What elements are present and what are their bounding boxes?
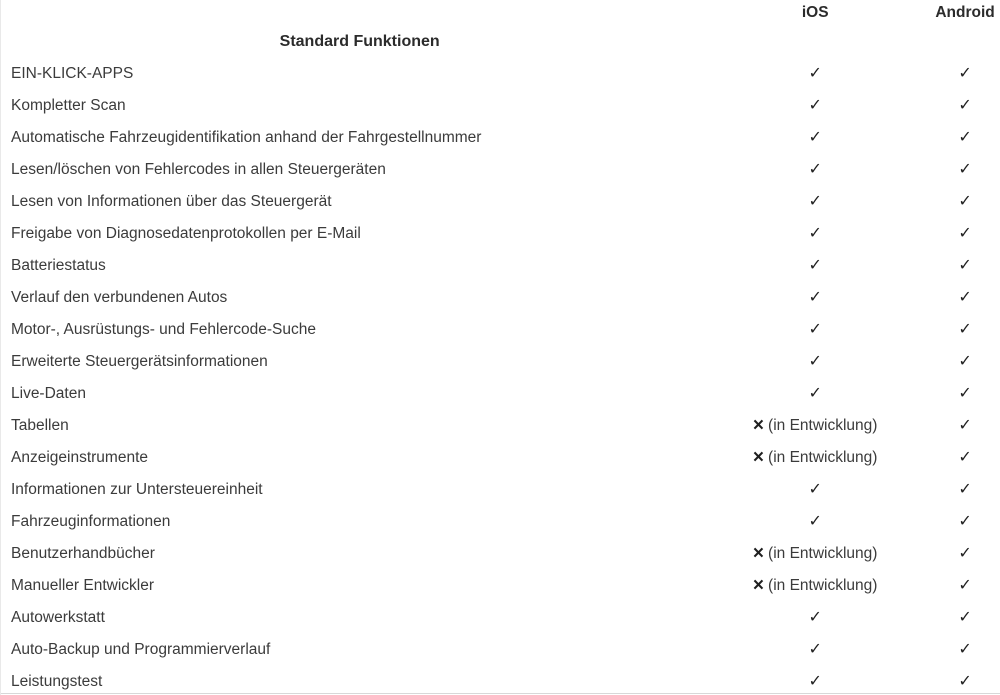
feature-row [1, 218, 1000, 250]
check-icon: ✓ [808, 97, 822, 114]
feature-label: Live-Daten [11, 385, 86, 402]
check-icon: ✓ [808, 641, 822, 658]
check-icon: ✓ [808, 321, 822, 338]
ios-cell [700, 542, 930, 564]
check-icon: ✓ [808, 673, 822, 690]
in-development-label: (in Entwicklung) [768, 577, 878, 594]
ios-cell [700, 642, 930, 658]
check-icon: ✓ [808, 513, 822, 530]
feature-label: Lesen/löschen von Fehlercodes in allen Steuergeräten [11, 161, 386, 178]
ios-cell [700, 66, 930, 82]
check-icon: ✓ [958, 257, 972, 274]
feature-label: Autowerkstatt [11, 609, 105, 626]
ios-cell [700, 98, 930, 114]
feature-label: Manueller Entwickler [11, 577, 154, 594]
android-cell [930, 386, 1000, 402]
check-icon: ✓ [958, 417, 972, 434]
column-header-ios: iOS [801, 4, 829, 21]
column-header-android: Android [935, 4, 995, 21]
feature-label: Erweiterte Steuergerätsinformationen [11, 353, 268, 370]
check-icon: ✓ [958, 577, 972, 594]
feature-label: Leistungstest [11, 673, 103, 690]
check-icon: ✓ [958, 65, 972, 82]
android-cell [930, 258, 1000, 274]
feature-label: Informationen zur Untersteuereinheit [11, 481, 263, 498]
android-cell [930, 514, 1000, 530]
feature-label: Automatische Fahrzeugidentifikation anhand der Fahrgestellnummer [11, 129, 482, 146]
feature-label: Benutzerhandbücher [11, 545, 155, 562]
section-header-row [1, 26, 1000, 58]
feature-row [1, 410, 1000, 442]
android-cell [930, 578, 1000, 594]
check-icon: ✓ [958, 193, 972, 210]
feature-label: Lesen von Informationen über das Steuergerät [11, 193, 332, 210]
in-development-label: (in Entwicklung) [768, 417, 878, 434]
feature-row [1, 506, 1000, 538]
android-cell [930, 66, 1000, 82]
feature-row [1, 570, 1000, 602]
check-icon: ✓ [808, 129, 822, 146]
ios-cell [700, 574, 930, 596]
check-icon: ✓ [958, 161, 972, 178]
feature-label: Verlauf den verbundenen Autos [11, 289, 228, 306]
feature-label: Freigabe von Diagnosedatenprotokollen per E-Mail [11, 225, 361, 242]
android-cell [930, 546, 1000, 562]
cross-icon: × [752, 574, 765, 596]
check-icon: ✓ [808, 257, 822, 274]
feature-row [1, 282, 1000, 314]
ios-cell [700, 514, 930, 530]
ios-cell [700, 610, 930, 626]
check-icon: ✓ [808, 161, 822, 178]
check-icon: ✓ [808, 225, 822, 242]
ios-cell [700, 414, 930, 436]
android-cell [930, 642, 1000, 658]
feature-row [1, 186, 1000, 218]
ios-cell [700, 194, 930, 210]
check-icon: ✓ [808, 481, 822, 498]
feature-row [1, 474, 1000, 506]
table-body [1, 58, 1000, 695]
feature-label: Anzeigeinstrumente [11, 449, 148, 466]
ios-cell [700, 130, 930, 146]
feature-row [1, 602, 1000, 634]
android-cell [930, 322, 1000, 338]
cross-icon: × [752, 542, 765, 564]
android-cell [930, 98, 1000, 114]
android-cell [930, 226, 1000, 242]
feature-row [1, 666, 1000, 695]
feature-row [1, 346, 1000, 378]
feature-row [1, 154, 1000, 186]
android-cell [930, 610, 1000, 626]
check-icon: ✓ [808, 385, 822, 402]
cross-icon: × [752, 414, 765, 436]
check-icon: ✓ [958, 481, 972, 498]
feature-label: Motor-, Ausrüstungs- und Fehlercode-Suche [11, 321, 316, 338]
feature-label: EIN-KLICK-APPS [11, 65, 134, 82]
check-icon: ✓ [808, 193, 822, 210]
check-icon: ✓ [958, 353, 972, 370]
check-icon: ✓ [958, 289, 972, 306]
feature-row [1, 634, 1000, 666]
android-cell [930, 418, 1000, 434]
feature-row [1, 538, 1000, 570]
check-icon: ✓ [958, 321, 972, 338]
check-icon: ✓ [808, 65, 822, 82]
feature-row [1, 378, 1000, 410]
in-development-label: (in Entwicklung) [768, 449, 878, 466]
check-icon: ✓ [958, 385, 972, 402]
feature-row [1, 442, 1000, 474]
android-cell [930, 290, 1000, 306]
ios-cell [700, 226, 930, 242]
ios-cell [700, 162, 930, 178]
android-cell [930, 674, 1000, 690]
check-icon: ✓ [958, 129, 972, 146]
ios-cell [700, 482, 930, 498]
check-icon: ✓ [808, 609, 822, 626]
check-icon: ✓ [808, 353, 822, 370]
check-icon: ✓ [958, 513, 972, 530]
section-title: Standard Funktionen [279, 33, 440, 50]
feature-label: Kompletter Scan [11, 97, 126, 114]
column-header-row [1, 0, 1000, 26]
ios-cell [700, 386, 930, 402]
ios-cell [700, 258, 930, 274]
check-icon: ✓ [958, 609, 972, 626]
feature-row [1, 122, 1000, 154]
feature-label: Batteriestatus [11, 257, 106, 274]
feature-row [1, 58, 1000, 90]
android-cell [930, 450, 1000, 466]
android-cell [930, 130, 1000, 146]
feature-label: Fahrzeuginformationen [11, 513, 171, 530]
feature-row [1, 314, 1000, 346]
ios-cell [700, 354, 930, 370]
android-cell [930, 162, 1000, 178]
android-cell [930, 194, 1000, 210]
ios-cell [700, 322, 930, 338]
android-cell [930, 482, 1000, 498]
feature-row [1, 90, 1000, 122]
check-icon: ✓ [808, 289, 822, 306]
check-icon: ✓ [958, 673, 972, 690]
check-icon: ✓ [958, 225, 972, 242]
android-cell [930, 354, 1000, 370]
check-icon: ✓ [958, 545, 972, 562]
check-icon: ✓ [958, 97, 972, 114]
check-icon: ✓ [958, 449, 972, 466]
check-icon: ✓ [958, 641, 972, 658]
ios-cell [700, 674, 930, 690]
ios-cell [700, 446, 930, 468]
ios-cell [700, 290, 930, 306]
in-development-label: (in Entwicklung) [768, 545, 878, 562]
feature-label: Tabellen [11, 417, 69, 434]
cross-icon: × [752, 446, 765, 468]
feature-row [1, 250, 1000, 282]
feature-label: Auto-Backup und Programmierverlauf [11, 641, 271, 658]
